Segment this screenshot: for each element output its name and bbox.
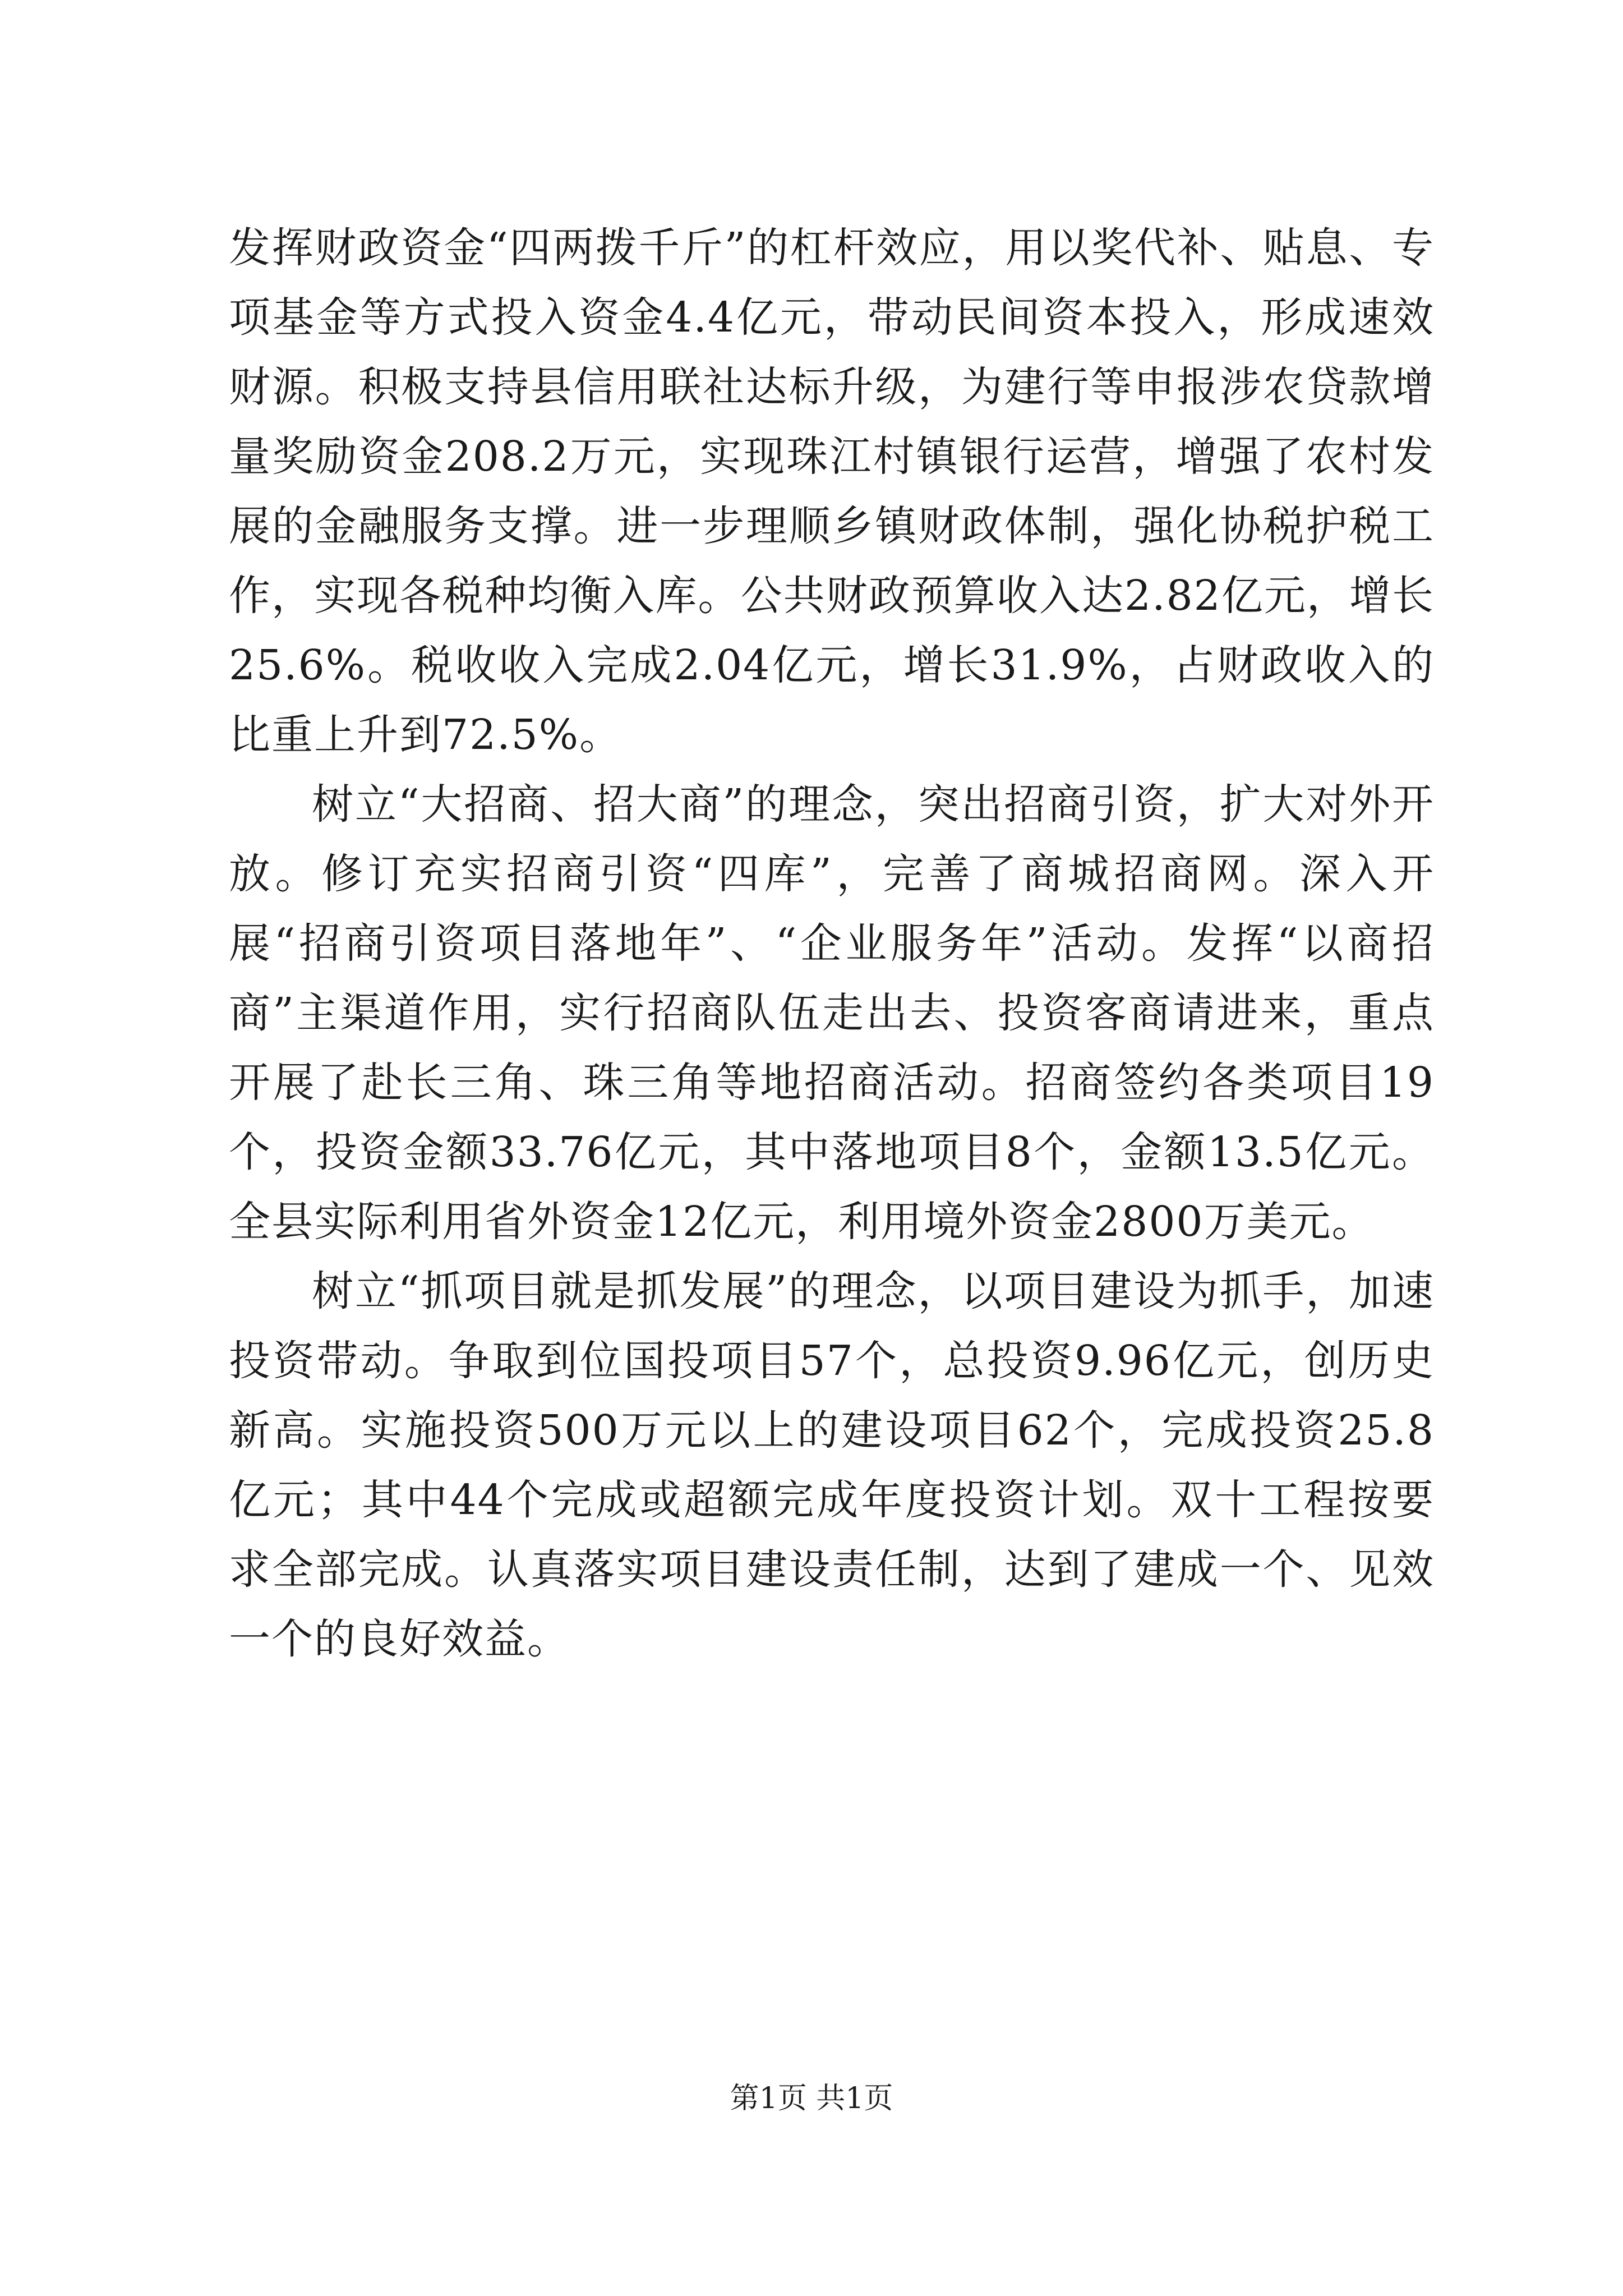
paragraph-project-construction: 树立“抓项目就是抓发展”的理念，以项目建设为抓手，加速投资带动。争取到位国投项目57个，总投资9.96亿元，创历史新高。实施投资500万元以上的建设项目62个，完成投资25.8亿元；其中44个完成或超额完成年度投资计划。双十工程按要求全部完成。认真落实项目建设责任制，达到了建成一个、见效一个的良好效益。 (229, 1267, 1435, 1663)
paragraph-finance: 发挥财政资金“四两拨千斤”的杠杆效应，用以奖代补、贴息、专项基金等方式投入资金4.4亿元，带动民间资本投入，形成速效财源。积极支持县信用联社达标升级，为建行等申报涉农贷款增量奖励资金208.2万元，实现珠江村镇银行运营，增强了农村发展的金融服务支撑。进一步理顺乡镇财政体制，强化协税护税工作，实现各税种均衡入库。公共财政预算收入达2.82亿元，增长25.6%。税收收入完成2.04亿元，增长31.9%，占财政收入的比重上升到72.5%。 (229, 224, 1435, 759)
page-number-footer: 第1页 共1页 (730, 2082, 893, 2115)
paragraph-investment-attraction: 树立“大招商、招大商”的理念，突出招商引资，扩大对外开放。修订充实招商引资“四库”，完善了商城招商网。深入开展“招商引资项目落地年”、“企业服务年”活动。发挥“以商招商”主渠道作用，实行招商队伍走出去、投资客商请进来，重点开展了赴长三角、珠三角等地招商活动。招商签约各类项目19个，投资金额33.76亿元，其中落地项目8个，金额13.5亿元。全县实际利用省外资金12亿元，利用境外资金2800万美元。 (229, 780, 1435, 1246)
document-body (229, 213, 1435, 1674)
